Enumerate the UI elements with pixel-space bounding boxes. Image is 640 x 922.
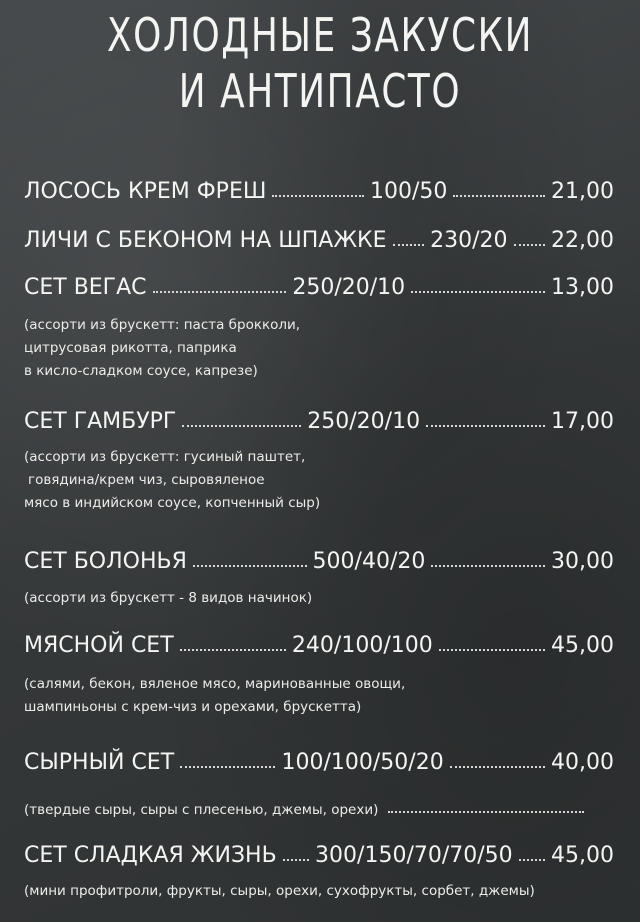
description-line: шампиньоны с крем-чиз и орехами, брускетта) [24, 699, 362, 715]
dot-leader [514, 244, 546, 246]
menu-item [24, 170, 614, 204]
item-price: 45,00 [551, 633, 614, 658]
item-price: 30,00 [551, 549, 614, 574]
item-name: СЕТ ВЕГАС [24, 275, 147, 300]
dot-leader [450, 766, 545, 768]
item-description [24, 587, 614, 610]
item-price: 40,00 [551, 750, 615, 775]
description-line: (мини профитроли, фрукты, сыры, орехи, сухофрукты, сорбет, джемы) [24, 883, 535, 899]
dot-leader [272, 195, 364, 197]
dot-leader [180, 649, 286, 651]
item-description [24, 794, 584, 818]
menu-title-line-2: И АНТИПАСТО [178, 64, 462, 118]
item-description [24, 880, 614, 903]
menu-title-line-1: ХОЛОДНЫЕ ЗАКУСКИ [106, 8, 534, 62]
item-price: 45,00 [551, 843, 615, 868]
item-name: СЫРНЫЙ СЕТ [24, 750, 175, 775]
description-line: мясо в индийском соусе, копченный сыр) [24, 495, 321, 511]
menu-item [24, 741, 614, 775]
dot-leader [431, 565, 545, 567]
item-weight: 300/150/70/70/50 [315, 843, 513, 868]
description-line: (ассорти из брускетт: гусиный паштет, [24, 449, 306, 465]
item-price: 22,00 [551, 228, 614, 253]
item-weight: 240/100/100 [291, 633, 433, 658]
menu-item [24, 400, 614, 434]
description-line: в кисло-сладком соусе, капрезе) [24, 363, 258, 379]
dot-leader [393, 244, 425, 246]
menu-item [24, 266, 614, 300]
dot-leader [193, 565, 307, 567]
item-price: 21,00 [551, 179, 614, 204]
description-line: цитрусовая рикотта, паприка [24, 340, 237, 356]
dot-leader [182, 425, 301, 427]
item-weight: 100/100/50/20 [281, 750, 444, 775]
item-weight: 250/20/10 [292, 275, 406, 300]
dot-leader [439, 649, 545, 651]
item-description [24, 673, 614, 719]
description-line: (ассорти из брускетт: паста брокколи, [24, 317, 301, 333]
item-weight: 250/20/10 [307, 409, 421, 434]
menu-item [24, 624, 614, 658]
item-name: СЕТ СЛАДКАЯ ЖИЗНЬ [24, 843, 277, 868]
menu-item [24, 540, 614, 574]
item-description [24, 446, 614, 515]
item-weight: 100/50 [370, 179, 448, 204]
description-line: говядина/крем чиз, сыровяленое [28, 472, 265, 488]
description-line: (салями, бекон, вяленое мясо, маринованные овощи, [24, 676, 406, 692]
item-name: СЕТ БОЛОНЬЯ [24, 549, 187, 574]
item-price: 13,00 [551, 275, 614, 300]
dot-leader [411, 291, 545, 293]
item-name: ЛИЧИ С БЕКОНОМ НА ШПАЖКЕ [24, 228, 387, 253]
description-line: (твердые сыры, сыры с плесенью, джемы, орехи) [24, 802, 379, 818]
item-name: ЛОСОСЬ КРЕМ ФРЕШ [24, 179, 267, 204]
item-description [24, 314, 614, 383]
dot-leader [388, 811, 584, 813]
dot-leader [283, 859, 309, 861]
menu-item [24, 219, 614, 253]
item-weight: 230/20 [430, 228, 508, 253]
dot-leader [426, 425, 545, 427]
item-name: МЯСНОЙ СЕТ [24, 633, 174, 658]
item-weight: 500/40/20 [312, 549, 426, 574]
description-line: (ассорти из брускетт - 8 видов начинок) [24, 590, 313, 606]
menu-item [24, 834, 614, 868]
item-price: 17,00 [551, 409, 614, 434]
dot-leader [453, 195, 545, 197]
dot-leader [153, 291, 287, 293]
item-name: СЕТ ГАМБУРГ [24, 409, 177, 434]
dot-leader [519, 859, 545, 861]
dot-leader [180, 766, 275, 768]
